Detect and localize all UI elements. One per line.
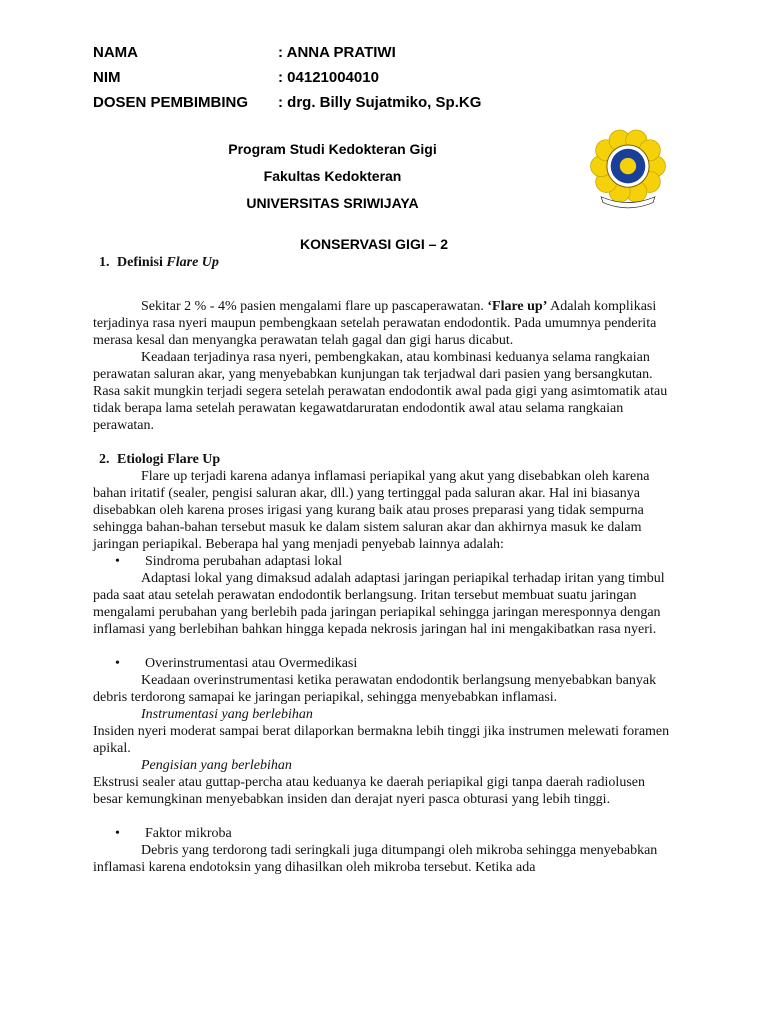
- program-name: Program Studi Kedokteran Gigi: [228, 141, 437, 157]
- institution-block: [180, 136, 485, 217]
- paragraph: Insiden nyeri moderat sampai berat dilaporkan bermakna lebih tinggi jika instrumen melewati foramen apikal.: [93, 724, 670, 756]
- bullet-item: [93, 655, 675, 672]
- bullet-icon: •: [115, 554, 120, 569]
- document-title: KONSERVASI GIGI – 2: [300, 236, 449, 252]
- term-flare-up: ‘Flare up’: [487, 299, 548, 314]
- section-heading: [93, 451, 675, 468]
- section-title: Etiologi Flare Up: [117, 452, 221, 467]
- paragraph-text: Sekitar 2 % - 4% pasien mengalami flare up pascaperawatan.: [141, 299, 488, 314]
- paragraph: Keadaan overinstrumentasi ketika perawatan endodontik berlangsung menyebabkan banyak debris terdorong samapai ke jaringan periapikal, sehingga menyebabkan inflamasi.: [93, 673, 657, 705]
- section-number: 2.: [99, 452, 110, 467]
- bullet-title: Faktor mikroba: [145, 826, 232, 841]
- info-value: : drg. Billy Sujatmiko, Sp.KG: [278, 94, 482, 111]
- bullet-item: [93, 553, 675, 570]
- subheading: Pengisian yang berlebihan: [141, 758, 292, 773]
- info-label: NAMA: [93, 44, 138, 61]
- info-label: DOSEN PEMBIMBING: [93, 94, 249, 111]
- bullet-title: Sindroma perubahan adaptasi lokal: [145, 554, 343, 569]
- paragraph-text: Adalah komplikasi terjadinya rasa nyeri maupun pembengkaan setelah perawatan endodontik. Pada umumnya penderita merasa kesal dan menyangka perawatan telah gagal dan gigi harus dicabut.: [93, 299, 657, 348]
- paragraph: Keadaan terjadinya rasa nyeri, pembengkakan, atau kombinasi keduanya selama rangkaian perawatan saluran akar, yang menyebabkan kunjungan tak terjadwal dari pasien yang bersangkutan. Rasa sakit mungkin terjadi segera setelah perawatan endodontik awal pada gigi yang asimtomatik atau tidak berapa lama setelah perawatan kegawatdaruratan endodontik awal atau selama rangkaian perawatan.: [93, 350, 668, 433]
- section-heading: [93, 254, 675, 271]
- paragraph: Ekstrusi sealer atau guttap-percha atau keduanya ke daerah periapikal gigi tanpa daerah radiolusen besar kemungkinan menyebabkan insiden dan derajat nyeri pasca obturasi yang lebih tinggi.: [93, 775, 645, 807]
- university-seal-icon: [580, 120, 676, 216]
- section-title: Definisi: [117, 255, 167, 270]
- info-label: NIM: [93, 69, 121, 86]
- paragraph: [93, 298, 675, 349]
- paragraph: Adaptasi lokal yang dimaksud adalah adaptasi jaringan periapikal terhadap iritan yang timbul pada saat atau setelah perawatan endodontik berlangsung. Iritan tersebut membuat suatu jaringan mengalami perubahan yang berlebih pada jaringan periapikal sehingga jaringan meresponnya dengan inflamasi yang berlebihan bahkan hingga kepada nekrosis jaringan hal ini mengakibatkan rasa nyeri.: [93, 571, 665, 637]
- section-title-italic: Flare Up: [166, 255, 219, 270]
- bullet-icon: •: [115, 826, 120, 841]
- paragraph: Flare up terjadi karena adanya inflamasi periapikal yang akut yang disebabkan oleh karena bahan iritatif (sealer, pengisi saluran akar, dll.) yang tertinggal pada saluran akar. Hal ini biasanya disebabkan oleh karena proses irigasi yang kurang baik atau proses preparasi yang tidak sempurna sehingga bahan-bahan tersebut masuk ke dalam sistem saluran akar dan akhirnya masuk ke dalam jaringan periapikal. Beberapa hal yang menjadi penyebab lainnya adalah:: [93, 469, 650, 552]
- bullet-title: Overinstrumentasi atau Overmedikasi: [145, 656, 358, 671]
- paragraph: Debris yang terdorong tadi seringkali juga ditumpangi oleh mikroba sehingga menyebabkan inflamasi karena endotoksin yang dihasilkan oleh mikroba tersebut. Ketika ada: [93, 843, 658, 875]
- university-name: UNIVERSITAS SRIWIJAYA: [246, 195, 419, 211]
- bullet-icon: •: [115, 656, 120, 671]
- info-value: : ANNA PRATIWI: [278, 44, 396, 61]
- document-body: [93, 254, 675, 876]
- subheading: Instrumentasi yang berlebihan: [141, 707, 313, 722]
- faculty-name: Fakultas Kedokteran: [263, 168, 402, 184]
- info-value: : 04121004010: [278, 69, 379, 86]
- section-number: 1.: [99, 255, 110, 270]
- bullet-item: [93, 825, 675, 842]
